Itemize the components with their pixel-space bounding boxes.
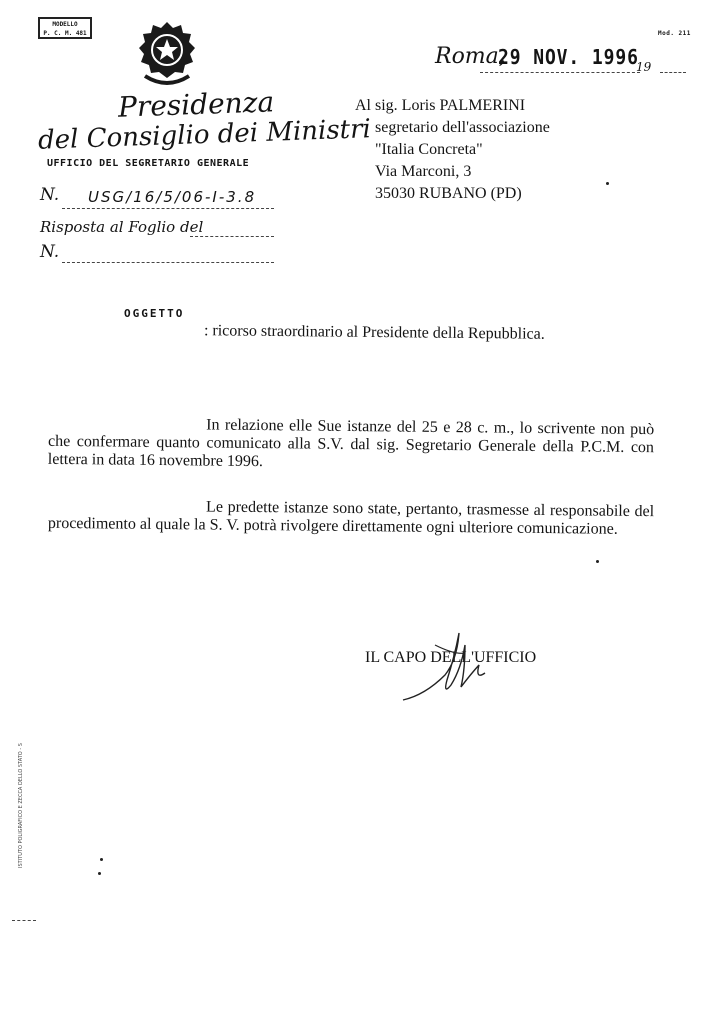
model-reference: Mod. 211: [658, 30, 691, 37]
recipient-name: Al sig. Loris PALMERINI: [355, 97, 526, 114]
date-line: [480, 72, 640, 73]
reply-to-label: Risposta al Foglio del: [40, 218, 204, 236]
recipient-city: 35030 RUBANO (PD): [375, 185, 522, 202]
date-place: Roma,: [435, 44, 506, 69]
protocol-label: N.: [40, 185, 60, 205]
body-paragraph-2: [48, 497, 654, 539]
subject-label: OGGETTO: [124, 307, 185, 320]
handwritten-signature-icon: [395, 625, 505, 710]
scan-speck: [100, 858, 103, 861]
body-paragraph-2-text: Le predette istanze sono state, pertanto, trasmesse al responsabile del procedimento al quale la S. V. potrà rivolgere direttamente ogni ulteriore comunicazione.: [47, 498, 655, 538]
second-number-line: [62, 262, 274, 263]
recipient-block: [355, 95, 550, 205]
form-stamp-line2: P. C. M. 481: [43, 30, 87, 37]
signature-label: IL CAPO DELL'UFFICIO: [365, 649, 537, 666]
protocol-line: [62, 208, 274, 209]
margin-mark: [12, 920, 36, 921]
letterhead-presidenza: Presidenza: [117, 85, 275, 124]
date-year-suffix: 19: [636, 60, 652, 74]
scan-speck: [606, 182, 609, 185]
reply-to-line: [190, 236, 274, 237]
letterhead-office: UFFICIO DEL SEGRETARIO GENERALE: [47, 158, 250, 169]
form-stamp-box: [38, 17, 92, 39]
second-number-label: N.: [40, 242, 60, 262]
scan-speck: [98, 872, 101, 875]
subject-text: : ricorso straordinario al Presidente della Repubblica.: [203, 322, 545, 343]
protocol-number: USG/16/5/06-I-3.8: [88, 188, 257, 206]
letterhead-consiglio: del Consiglio dei Ministri: [37, 114, 372, 156]
recipient-street: Via Marconi, 3: [375, 163, 472, 180]
scan-speck: [596, 560, 599, 563]
recipient-role: segretario dell'associazione: [375, 119, 550, 136]
date-line-end: [660, 72, 686, 73]
body-paragraph-1: [48, 415, 655, 475]
republic-emblem-icon: [137, 20, 197, 86]
printer-side-text: ISTITUTO POLIGRAFICO E ZECCA DELLO STATO - S: [18, 743, 24, 868]
recipient-association: "Italia Concreta": [375, 141, 483, 158]
body-paragraph-1-text: In relazione elle Sue istanze del 25 e 28 c. m., lo scrivente non può che confermare quanto comunicato alla S.V. dal sig. Segretario Generale della P.C.M. con lettera in data 16 novembre 1996.: [47, 416, 655, 471]
date-stamp: 29 NOV. 1996: [498, 45, 639, 69]
form-stamp-line1: MODELLO: [52, 21, 78, 28]
